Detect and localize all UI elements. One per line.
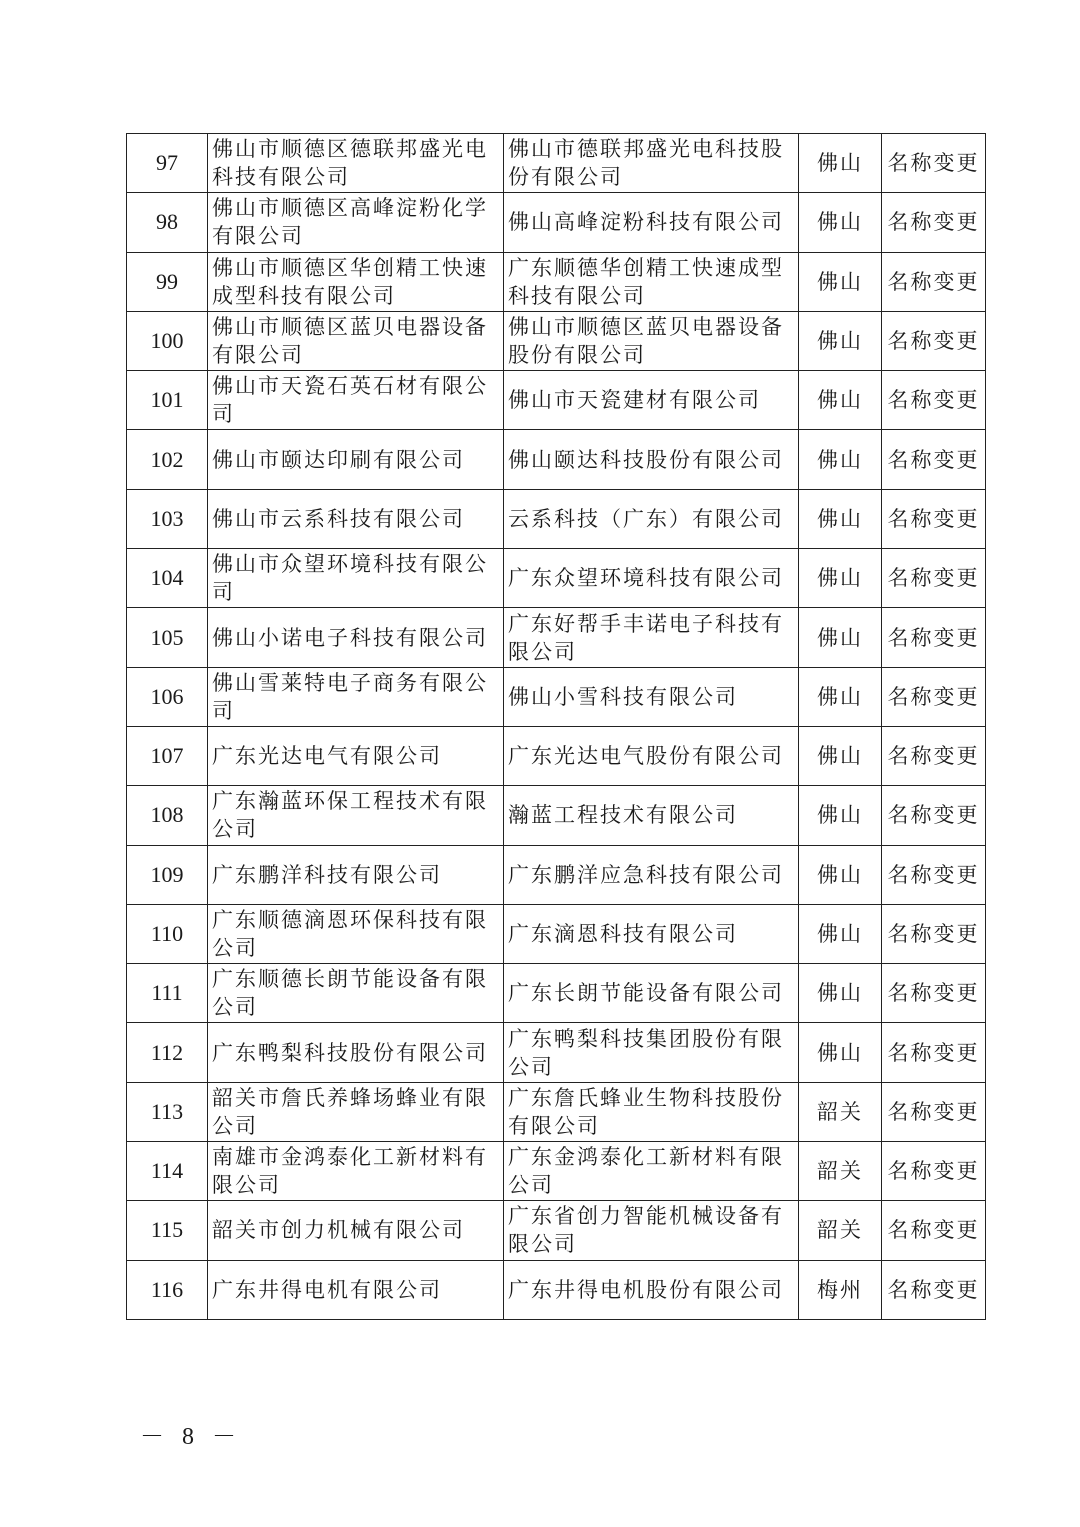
city-cell: 梅州 bbox=[799, 1260, 882, 1319]
row-number: 102 bbox=[127, 430, 208, 489]
row-number: 100 bbox=[127, 311, 208, 370]
old-company-name: 广东鸭梨科技股份有限公司 bbox=[208, 1023, 504, 1082]
new-company-name: 广东光达电气股份有限公司 bbox=[504, 726, 799, 785]
row-number: 115 bbox=[127, 1201, 208, 1260]
page-number: － 8 － bbox=[140, 1424, 242, 1450]
table-body bbox=[127, 134, 986, 1320]
new-company-name: 佛山市顺德区蓝贝电器设备股份有限公司 bbox=[504, 311, 799, 370]
change-type-cell: 名称变更 bbox=[882, 371, 986, 430]
change-type-cell: 名称变更 bbox=[882, 430, 986, 489]
new-company-name: 广东滴恩科技有限公司 bbox=[504, 904, 799, 963]
row-number: 107 bbox=[127, 726, 208, 785]
row-number: 108 bbox=[127, 786, 208, 845]
change-type-cell: 名称变更 bbox=[882, 549, 986, 608]
old-company-name: 韶关市创力机械有限公司 bbox=[208, 1201, 504, 1260]
new-company-name: 广东井得电机股份有限公司 bbox=[504, 1260, 799, 1319]
table-row bbox=[127, 964, 986, 1023]
table-row bbox=[127, 904, 986, 963]
company-name-change-table bbox=[126, 133, 986, 1320]
old-company-name: 佛山市顺德区德联邦盛光电科技有限公司 bbox=[208, 134, 504, 193]
new-company-name: 广东金鸿泰化工新材料有限公司 bbox=[504, 1142, 799, 1201]
change-type-cell: 名称变更 bbox=[882, 134, 986, 193]
city-cell: 韶关 bbox=[799, 1142, 882, 1201]
new-company-name: 佛山颐达科技股份有限公司 bbox=[504, 430, 799, 489]
old-company-name: 广东鹏洋科技有限公司 bbox=[208, 845, 504, 904]
city-cell: 佛山 bbox=[799, 1023, 882, 1082]
table-row bbox=[127, 1201, 986, 1260]
city-cell: 佛山 bbox=[799, 430, 882, 489]
row-number: 99 bbox=[127, 252, 208, 311]
change-type-cell: 名称变更 bbox=[882, 608, 986, 667]
new-company-name: 广东长朗节能设备有限公司 bbox=[504, 964, 799, 1023]
city-cell: 佛山 bbox=[799, 904, 882, 963]
change-type-cell: 名称变更 bbox=[882, 667, 986, 726]
city-cell: 佛山 bbox=[799, 371, 882, 430]
old-company-name: 广东顺德长朗节能设备有限公司 bbox=[208, 964, 504, 1023]
table-row bbox=[127, 252, 986, 311]
change-type-cell: 名称变更 bbox=[882, 1082, 986, 1141]
row-number: 103 bbox=[127, 489, 208, 548]
row-number: 97 bbox=[127, 134, 208, 193]
row-number: 106 bbox=[127, 667, 208, 726]
table-row bbox=[127, 371, 986, 430]
new-company-name: 广东詹氏蜂业生物科技股份有限公司 bbox=[504, 1082, 799, 1141]
row-number: 111 bbox=[127, 964, 208, 1023]
change-type-cell: 名称变更 bbox=[882, 489, 986, 548]
change-type-cell: 名称变更 bbox=[882, 311, 986, 370]
row-number: 113 bbox=[127, 1082, 208, 1141]
city-cell: 佛山 bbox=[799, 786, 882, 845]
row-number: 98 bbox=[127, 193, 208, 252]
table-row bbox=[127, 1082, 986, 1141]
new-company-name: 瀚蓝工程技术有限公司 bbox=[504, 786, 799, 845]
row-number: 114 bbox=[127, 1142, 208, 1201]
row-number: 110 bbox=[127, 904, 208, 963]
change-type-cell: 名称变更 bbox=[882, 964, 986, 1023]
change-type-cell: 名称变更 bbox=[882, 845, 986, 904]
new-company-name: 佛山市天瓷建材有限公司 bbox=[504, 371, 799, 430]
city-cell: 韶关 bbox=[799, 1201, 882, 1260]
city-cell: 佛山 bbox=[799, 134, 882, 193]
city-cell: 佛山 bbox=[799, 608, 882, 667]
new-company-name: 广东鹏洋应急科技有限公司 bbox=[504, 845, 799, 904]
city-cell: 佛山 bbox=[799, 193, 882, 252]
city-cell: 佛山 bbox=[799, 252, 882, 311]
change-type-cell: 名称变更 bbox=[882, 193, 986, 252]
new-company-name: 广东众望环境科技有限公司 bbox=[504, 549, 799, 608]
new-company-name: 广东好帮手丰诺电子科技有限公司 bbox=[504, 608, 799, 667]
city-cell: 韶关 bbox=[799, 1082, 882, 1141]
row-number: 101 bbox=[127, 371, 208, 430]
table-row bbox=[127, 193, 986, 252]
old-company-name: 佛山雪莱特电子商务有限公司 bbox=[208, 667, 504, 726]
change-type-cell: 名称变更 bbox=[882, 252, 986, 311]
table-row bbox=[127, 134, 986, 193]
row-number: 112 bbox=[127, 1023, 208, 1082]
row-number: 105 bbox=[127, 608, 208, 667]
table-row bbox=[127, 608, 986, 667]
table-row bbox=[127, 786, 986, 845]
city-cell: 佛山 bbox=[799, 667, 882, 726]
city-cell: 佛山 bbox=[799, 549, 882, 608]
old-company-name: 广东光达电气有限公司 bbox=[208, 726, 504, 785]
row-number: 109 bbox=[127, 845, 208, 904]
city-cell: 佛山 bbox=[799, 489, 882, 548]
change-type-cell: 名称变更 bbox=[882, 1260, 986, 1319]
city-cell: 佛山 bbox=[799, 726, 882, 785]
old-company-name: 佛山市顺德区蓝贝电器设备有限公司 bbox=[208, 311, 504, 370]
new-company-name: 佛山市德联邦盛光电科技股份有限公司 bbox=[504, 134, 799, 193]
new-company-name: 广东鸭梨科技集团股份有限公司 bbox=[504, 1023, 799, 1082]
change-type-cell: 名称变更 bbox=[882, 786, 986, 845]
old-company-name: 佛山市顺德区华创精工快速成型科技有限公司 bbox=[208, 252, 504, 311]
city-cell: 佛山 bbox=[799, 845, 882, 904]
row-number: 116 bbox=[127, 1260, 208, 1319]
old-company-name: 韶关市詹氏养蜂场蜂业有限公司 bbox=[208, 1082, 504, 1141]
new-company-name: 佛山小雪科技有限公司 bbox=[504, 667, 799, 726]
city-cell: 佛山 bbox=[799, 964, 882, 1023]
old-company-name: 广东井得电机有限公司 bbox=[208, 1260, 504, 1319]
table-row bbox=[127, 1260, 986, 1319]
change-type-cell: 名称变更 bbox=[882, 1023, 986, 1082]
row-number: 104 bbox=[127, 549, 208, 608]
old-company-name: 佛山市云系科技有限公司 bbox=[208, 489, 504, 548]
new-company-name: 佛山高峰淀粉科技有限公司 bbox=[504, 193, 799, 252]
old-company-name: 南雄市金鸿泰化工新材料有限公司 bbox=[208, 1142, 504, 1201]
new-company-name: 广东省创力智能机械设备有限公司 bbox=[504, 1201, 799, 1260]
table-row bbox=[127, 1023, 986, 1082]
change-type-cell: 名称变更 bbox=[882, 726, 986, 785]
table-row bbox=[127, 726, 986, 785]
old-company-name: 佛山市众望环境科技有限公司 bbox=[208, 549, 504, 608]
change-type-cell: 名称变更 bbox=[882, 1201, 986, 1260]
table-row bbox=[127, 845, 986, 904]
new-company-name: 云系科技（广东）有限公司 bbox=[504, 489, 799, 548]
city-cell: 佛山 bbox=[799, 311, 882, 370]
old-company-name: 佛山市顺德区高峰淀粉化学有限公司 bbox=[208, 193, 504, 252]
table-row bbox=[127, 667, 986, 726]
old-company-name: 广东顺德滴恩环保科技有限公司 bbox=[208, 904, 504, 963]
old-company-name: 广东瀚蓝环保工程技术有限公司 bbox=[208, 786, 504, 845]
table-row bbox=[127, 489, 986, 548]
new-company-name: 广东顺德华创精工快速成型科技有限公司 bbox=[504, 252, 799, 311]
table-row bbox=[127, 549, 986, 608]
table-row bbox=[127, 430, 986, 489]
table-row bbox=[127, 1142, 986, 1201]
old-company-name: 佛山市天瓷石英石材有限公司 bbox=[208, 371, 504, 430]
change-type-cell: 名称变更 bbox=[882, 904, 986, 963]
old-company-name: 佛山小诺电子科技有限公司 bbox=[208, 608, 504, 667]
change-type-cell: 名称变更 bbox=[882, 1142, 986, 1201]
old-company-name: 佛山市颐达印刷有限公司 bbox=[208, 430, 504, 489]
table-row bbox=[127, 311, 986, 370]
